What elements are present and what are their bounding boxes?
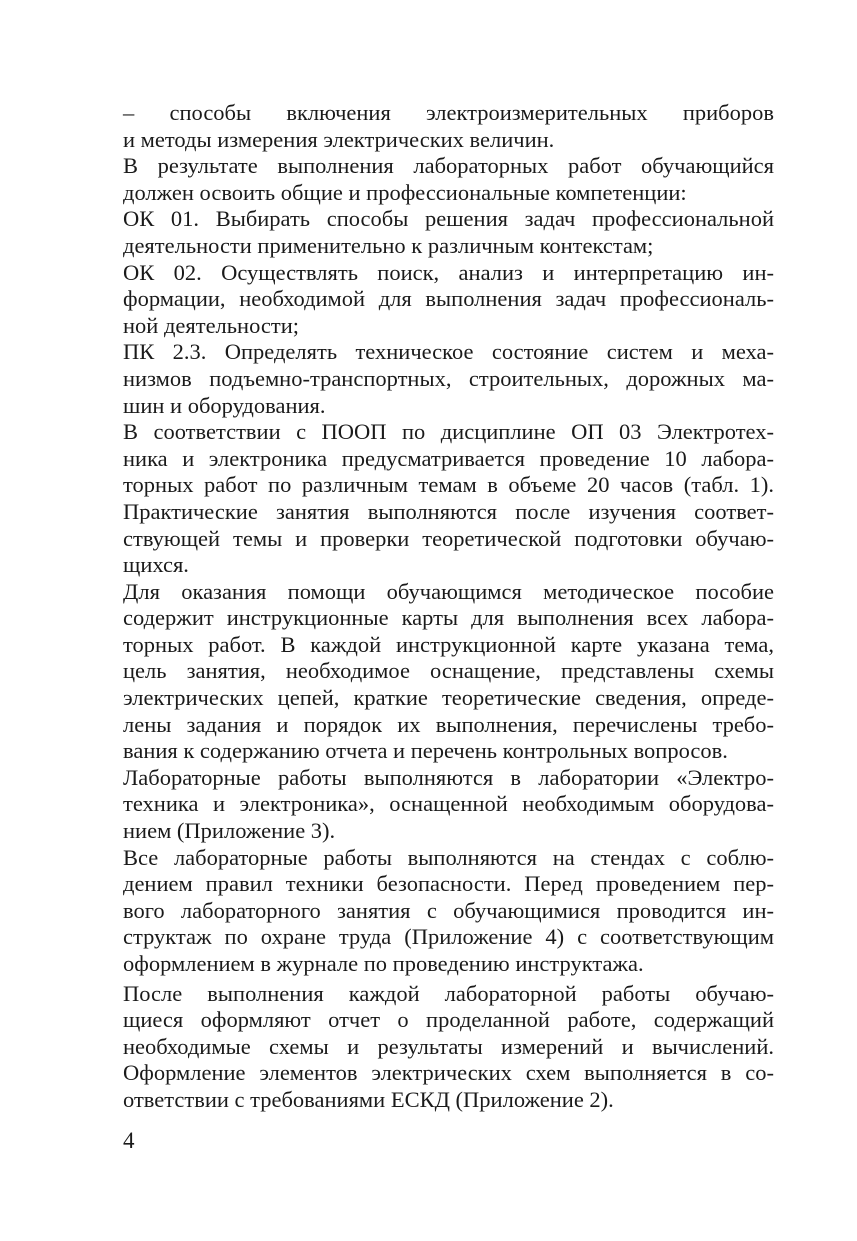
paragraph <box>123 419 774 579</box>
text-line: ствующей темы и проверки теоретической подготовки обучаю- <box>123 525 774 551</box>
text-line: дением правил техники безопасности. Перед проведением пер- <box>123 871 774 897</box>
text-line: ПК 2.3. Определять техническое состояние систем и меха- <box>123 339 774 365</box>
text-line: оформлением в журнале по проведению инструктажа. <box>123 951 644 976</box>
text-line: Оформление элементов электрических схем выполняется в со- <box>123 1060 774 1086</box>
paragraph <box>123 765 774 845</box>
text-line: техника и электроника», оснащенной необходимым оборудова- <box>123 791 774 817</box>
text-line: нием (Приложение 3). <box>123 818 336 844</box>
text-line: торных работ. В каждой инструкционной карте указана тема, <box>123 631 774 657</box>
page-number: 4 <box>123 1128 135 1153</box>
text-line: ОК 01. Выбирать способы решения задач профессиональной <box>123 206 774 232</box>
paragraph <box>123 206 774 259</box>
text-line: должен освоить общие и профессиональные компетенции: <box>123 179 687 205</box>
paragraph <box>123 339 774 419</box>
text-line: электрических цепей, краткие теоретические сведения, опреде- <box>123 685 774 711</box>
text-line: ответствии с требованиями ЕСКД (Приложение 2). <box>123 1086 614 1112</box>
text-line: Для оказания помощи обучающимся методическое пособие <box>123 578 774 604</box>
text-line: щихся. <box>123 552 189 578</box>
paragraph <box>123 845 774 978</box>
text-line: формации, необходимой для выполнения задач профессиональ- <box>123 286 774 312</box>
paragraph <box>123 981 774 1114</box>
text-line: Лабораторные работы выполняются в лаборатории «Электро- <box>123 764 774 790</box>
text-line: содержит инструкционные карты для выполнения всех лабора- <box>123 605 774 631</box>
text-line: торных работ по различным темам в объеме 20 часов (табл. 1). <box>123 472 774 498</box>
paragraph <box>123 153 774 206</box>
text-line: шин и оборудования. <box>123 392 326 418</box>
text-line: щиеся оформляют отчет о проделанной работе, содержащий <box>123 1007 774 1033</box>
text-line: – способы включения электроизмерительных приборов <box>123 100 774 125</box>
text-line: Все лабораторные работы выполняются на стендах с соблю- <box>123 844 774 870</box>
paragraph <box>123 100 774 153</box>
text-line: ной деятельности; <box>123 312 300 338</box>
text-line: В результате выполнения лабораторных работ обучающийся <box>123 153 774 179</box>
text-line: низмов подъемно-транспортных, строительных, дорожных ма- <box>123 365 774 391</box>
page-body <box>123 100 774 1114</box>
text-line: вания к содержанию отчета и перечень контрольных вопросов. <box>123 738 728 764</box>
paragraph <box>123 579 774 765</box>
text-line: необходимые схемы и результаты измерений и вычислений. <box>123 1033 774 1059</box>
text-line: цель занятия, необходимое оснащение, представлены схемы <box>123 658 774 684</box>
text-line: ника и электроника предусматривается проведение 10 лабора- <box>123 445 774 471</box>
text-line: Практические занятия выполняются после изучения соответ- <box>123 498 774 524</box>
text-line: деятельности применительно к различным контекстам; <box>123 232 654 258</box>
text-line: лены задания и порядок их выполнения, перечислены требо- <box>123 711 774 737</box>
text-line: После выполнения каждой лабораторной работы обучаю- <box>123 980 774 1006</box>
text-line: и методы измерения электрических величин. <box>123 126 555 152</box>
paragraph <box>123 260 774 340</box>
text-line: вого лабораторного занятия с обучающимися проводится ин- <box>123 897 774 923</box>
text-line: ОК 02. Осуществлять поиск, анализ и интерпретацию ин- <box>123 259 774 285</box>
text-line: структаж по охране труда (Приложение 4) с соответствующим <box>123 924 774 950</box>
text-line: В соответствии с ПООП по дисциплине ОП 03 Электротех- <box>123 419 774 445</box>
